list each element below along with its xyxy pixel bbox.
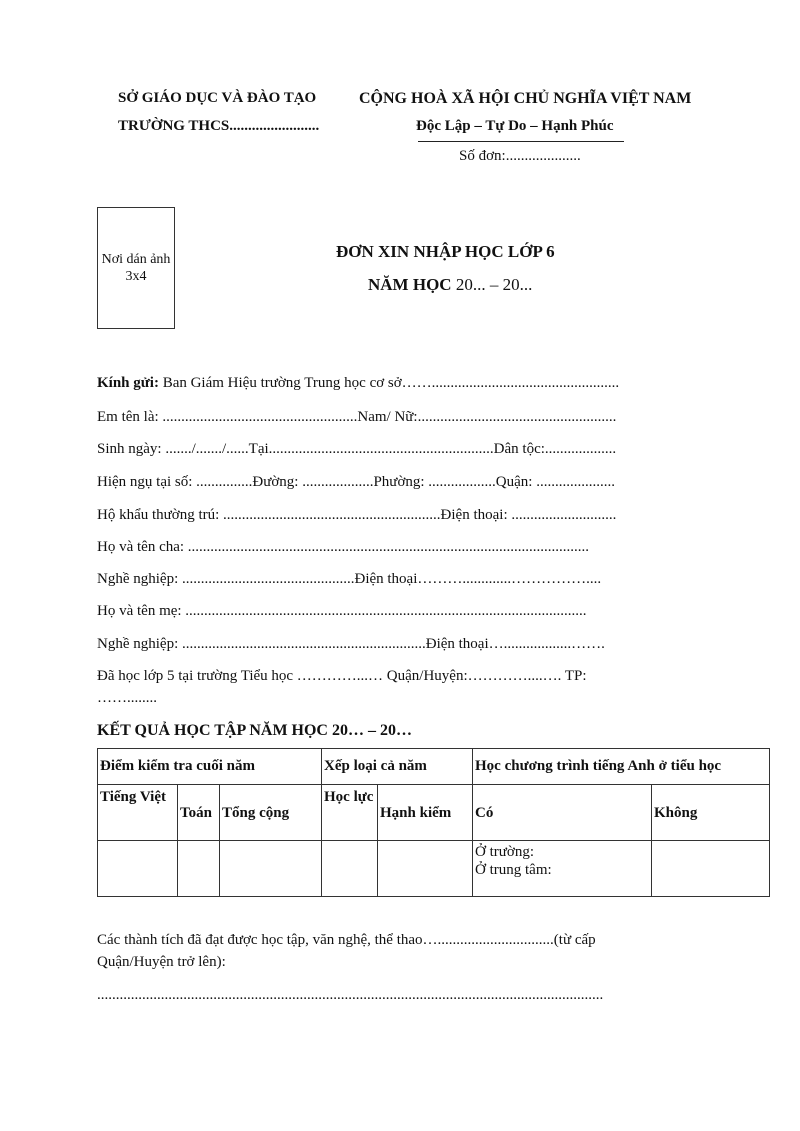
photo-size: 3x4 xyxy=(125,269,147,284)
father-name-line: Họ và tên cha: ........................................................................................................... xyxy=(97,539,590,555)
recipient-text: Ban Giám Hiệu trường Trung học cơ sở…….................................................. xyxy=(158,375,620,391)
motto-underline xyxy=(418,141,624,142)
achievements-line-cont: Quận/Huyện trở lên): xyxy=(97,954,226,970)
form-number-field: Số đơn:.................... xyxy=(459,148,581,164)
table-row xyxy=(98,785,770,841)
recipient-line xyxy=(97,375,619,392)
at-center-label: Ở trung tâm: xyxy=(475,862,552,878)
primary-school-line: Đã học lớp 5 tại trường Tiểu học …………...… Quận/Huyện:…………....…. TP: xyxy=(97,668,587,684)
cell-yes[interactable] xyxy=(473,841,652,897)
mother-name-line: Họ và tên mẹ: ........................................................................................................... xyxy=(97,603,587,619)
country-name: CỘNG HOÀ XÃ HỘI CHỦ NGHĨA VIỆT NAM xyxy=(359,90,692,107)
at-school-label: Ở trường: xyxy=(475,844,534,860)
col-yes: Có xyxy=(473,785,652,841)
photo-label: Nơi dán ảnh xyxy=(101,252,171,267)
address-line: Hiện ngụ tại số: ...............Đường: ...................Phường: ..................Quận: ..................... xyxy=(97,474,615,490)
cell-total[interactable] xyxy=(220,841,322,897)
form-title: ĐƠN XIN NHẬP HỌC LỚP 6 xyxy=(336,242,555,261)
col-vietnamese: Tiếng Việt xyxy=(98,785,178,841)
col-academic: Học lực xyxy=(322,785,378,841)
household-line: Hộ khẩu thường trú: ..........................................................Điện thoại: ............................ xyxy=(97,507,617,523)
results-heading: KẾT QUẢ HỌC TẬP NĂM HỌC 20… – 20… xyxy=(97,722,412,739)
cell-math[interactable] xyxy=(178,841,220,897)
recipient-label: Kính gửi: xyxy=(97,375,159,391)
national-motto: Độc Lập – Tự Do – Hạnh Phúc xyxy=(416,118,614,134)
cell-vietnamese[interactable] xyxy=(98,841,178,897)
header-english-program: Học chương trình tiếng Anh ở tiểu học xyxy=(473,749,770,785)
col-math: Toán xyxy=(178,785,220,841)
achievements-dots: ....................................................................................................................................... xyxy=(97,987,604,1003)
school-name-field: TRƯỜNG THCS........................ xyxy=(118,118,320,134)
cell-conduct[interactable] xyxy=(378,841,473,897)
col-conduct: Hạnh kiểm xyxy=(378,785,473,841)
school-year-label: NĂM HỌC xyxy=(368,275,452,294)
col-total: Tổng cộng xyxy=(220,785,322,841)
results-table xyxy=(97,748,770,897)
table-row xyxy=(98,749,770,785)
col-no: Không xyxy=(652,785,770,841)
photo-placeholder-box xyxy=(97,207,175,329)
primary-school-line-cont: ……........ xyxy=(97,690,157,706)
school-year-value: 20... – 20... xyxy=(451,275,533,294)
cell-academic[interactable] xyxy=(322,841,378,897)
student-name-line: Em tên là: ....................................................Nam/ Nữ:..................................................... xyxy=(97,409,617,425)
mother-job-line: Nghề nghiệp: .................................................................Điện thoại…..................……. xyxy=(97,636,605,652)
school-year xyxy=(368,275,532,295)
header-yearly-rating: Xếp loại cả năm xyxy=(322,749,473,785)
header-final-exam: Điểm kiểm tra cuối năm xyxy=(98,749,322,785)
birth-line: Sinh ngày: ......./......./......Tại............................................................Dân tộc:................... xyxy=(97,441,617,457)
table-row xyxy=(98,841,770,897)
cell-no[interactable] xyxy=(652,841,770,897)
achievements-line: Các thành tích đã đạt được học tập, văn nghệ, thể thao…...............................(từ cấp xyxy=(97,932,596,948)
father-job-line: Nghề nghiệp: ..............................................Điện thoại……….............…………….... xyxy=(97,571,602,587)
department-name: SỞ GIÁO DỤC VÀ ĐÀO TẠO xyxy=(118,90,317,106)
